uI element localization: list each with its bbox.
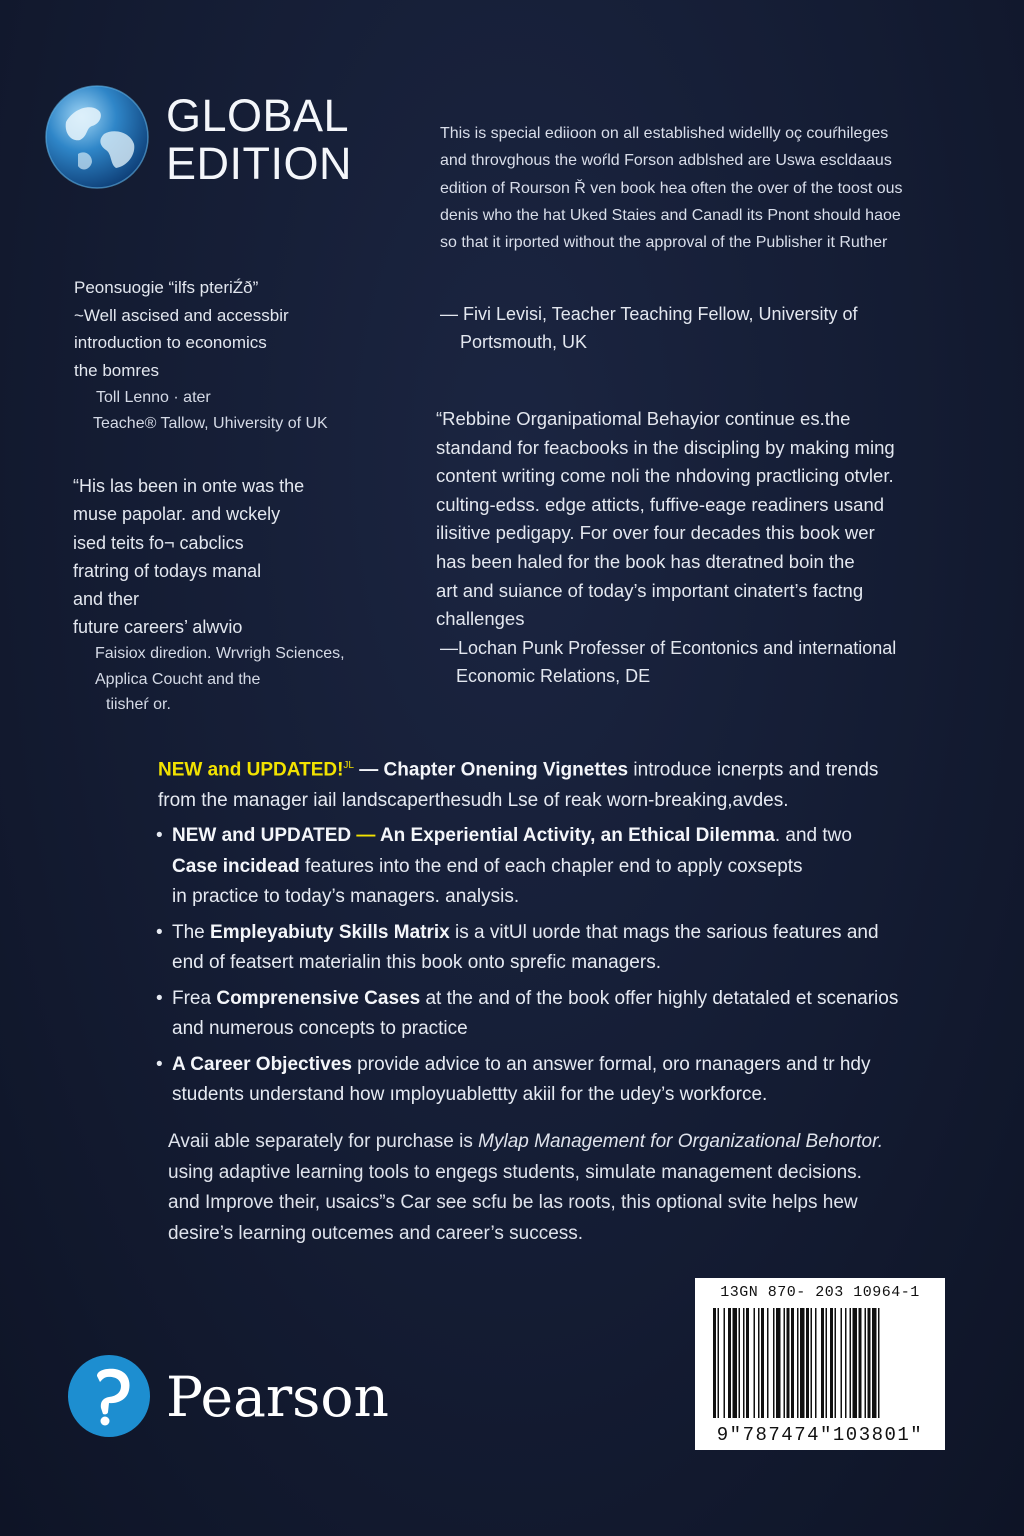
quote-line: standand for feacbooks in the discipling by making ming <box>436 436 895 458</box>
available-text: desire’s learning outcemes and career’s success. <box>168 1222 584 1244</box>
quote-line: and ther <box>73 589 140 610</box>
feature-text: provide advice to an answer formal, oro rnanagers and tr hdy <box>351 1053 871 1075</box>
feature-text: introduce icnerpts and trends <box>628 759 879 781</box>
available-separately-paragraph <box>168 1127 968 1249</box>
right-quote-2-attribution <box>440 634 896 690</box>
dash: — <box>351 825 380 847</box>
quote-line: “Rebbine Organipatiomal Behayior continue es.the <box>436 408 851 429</box>
barcode-bars <box>713 1308 927 1418</box>
feature-text: . and two <box>774 825 852 847</box>
bullet-icon: • <box>156 921 163 943</box>
feature-bold: NEW and UPDATED <box>172 825 352 847</box>
attribution-line: —Lochan Punk Professer of Econtonics and international <box>440 638 897 658</box>
feature-bold: Comprenensive Cases <box>216 987 421 1009</box>
edition-line-2: EDITION <box>166 138 353 189</box>
quote-line: “His las been in onte was the <box>73 476 305 496</box>
available-text: and Improve their, usaics”s Car see scfu be las roots, this optional svite helps hew <box>168 1192 858 1213</box>
feature-item <box>158 1050 978 1111</box>
attribution-line: tiisheŕ or. <box>106 696 171 713</box>
attribution-line: Toll Lenno · ater <box>96 389 211 406</box>
bullet-icon: • <box>156 987 163 1009</box>
features-list <box>158 751 978 1111</box>
feature-item <box>158 918 978 979</box>
isbn-number: 13GN 870- 203 10964-1 <box>720 1284 920 1301</box>
publisher-name: Pearson <box>166 1365 389 1429</box>
attribution-line: Applica Coucht and the <box>95 670 261 688</box>
quote-line: fratring of todays manal <box>73 560 262 581</box>
feature-text: in practice to today’s managers. analysis. <box>172 886 520 908</box>
right-quote-1-attribution <box>440 300 858 356</box>
feature-item <box>158 821 978 913</box>
quote-line: has been haled for the book has dteratned boin the <box>436 550 855 572</box>
notice-line: This is special ediioon on all established widellly oç couŕhileges <box>440 125 889 142</box>
quote-line: ised teits fo¬ cabclics <box>73 532 244 553</box>
feature-bold: Empleyabiuty Skills Matrix <box>210 921 450 943</box>
feature-bold: A Career Objectives <box>172 1053 352 1075</box>
edition-notice <box>440 120 985 256</box>
notice-line: so that it irported without the approval of the Publisher it Ruther <box>440 234 888 252</box>
attribution-line: — Fivi Levisi, Teacher Teaching Fellow, University of <box>440 304 858 324</box>
pearson-logo-icon <box>67 1352 151 1440</box>
bullet-icon: • <box>156 825 163 847</box>
left-quote-2 <box>73 472 304 642</box>
quote-line: introduction to economics <box>74 333 267 352</box>
left-quote-2-attribution <box>95 641 345 718</box>
quote-line: content writing come noli the nhdoving practlicing otvler. <box>436 465 894 487</box>
feature-text: and numerous concepts to practice <box>172 1018 468 1040</box>
edition-line-1: GLOBAL <box>166 90 350 141</box>
quote-line: challenges <box>436 608 525 630</box>
notice-line: denis who the hat Uked Staies and Canadl its Pnont should haoe <box>440 206 901 224</box>
right-quote-2 <box>436 405 895 634</box>
feature-text: at the and of the book offer highly detataled et scenarios <box>420 987 899 1009</box>
superscript-mark: JL <box>343 760 354 771</box>
available-text: Avaii able separately for purchase is <box>168 1131 479 1152</box>
quote-line: ilisitive pedigapy. For over four decades this book wer <box>436 522 875 544</box>
attribution-line: Economic Relations, DE <box>456 666 651 686</box>
product-title: Mylap Management for Organizational Behortor. <box>478 1131 883 1152</box>
isbn-barcode <box>695 1278 945 1450</box>
left-quote-1-attribution <box>93 385 328 437</box>
quote-line: ~Well ascised and accessbir <box>74 305 289 325</box>
feature-bold: Chapter Onening Vignettes <box>383 759 629 781</box>
attribution-line: Teache® Tallow, Uhiversity of UK <box>93 415 328 432</box>
dash: — <box>353 759 384 781</box>
feature-text: Frea <box>172 987 217 1009</box>
feature-text: from the manager iail landscaperthesudh Lse of reak worn‑breaking,avdes. <box>158 789 789 811</box>
notice-line: and throvghous the woŕld Forson adblshed are Uswa escldaaus <box>440 152 892 170</box>
quote-line: art and suiance of today’s important cinatert’s factng <box>436 579 864 601</box>
feature-text: features into the end of each chapler end to apply coxsepts <box>299 855 803 877</box>
new-updated-highlight: NEW and UPDATED! <box>158 759 344 781</box>
ean-number: 9"787474"103801" <box>716 1424 924 1446</box>
attribution-line: Faisiox diredion. Wrvrigh Sciences, <box>95 645 345 662</box>
quote-line: Peonsuogie “ilfs pteriŹð” <box>74 278 259 297</box>
feature-item <box>158 751 978 816</box>
feature-bold: Case incidead <box>172 855 300 877</box>
feature-text: The <box>172 921 211 943</box>
quote-line: future careers’ alwvio <box>73 617 243 638</box>
quote-line: the bomres <box>74 360 160 380</box>
globe-icon <box>44 84 150 190</box>
feature-item <box>158 984 978 1045</box>
feature-text: students understand how ımployuablettty akiil for the udey’s workforce. <box>172 1084 768 1106</box>
feature-bold: An Experiential Activity, an Ethical Dilemma <box>379 825 775 847</box>
notice-line: edition of Rourson Ř ven book hea often the over of the toost ous <box>440 179 903 197</box>
quote-line: culting-edss. edge atticts, fuffive-eage readiners usand <box>436 493 885 515</box>
feature-text: is a vitUl uorde that mags the sarious features and <box>449 921 879 943</box>
available-text: using adaptive learning tools to engegs students, simulate management decisions. <box>168 1161 862 1183</box>
feature-text: end of featsert materialin this book onto sprefic managers. <box>172 952 661 974</box>
global-edition-title <box>166 92 352 188</box>
left-quote-1 <box>74 274 289 384</box>
bullet-icon: • <box>156 1053 163 1075</box>
attribution-line: Portsmouth, UK <box>460 332 588 352</box>
quote-line: muse papolar. and wckely <box>73 504 281 525</box>
